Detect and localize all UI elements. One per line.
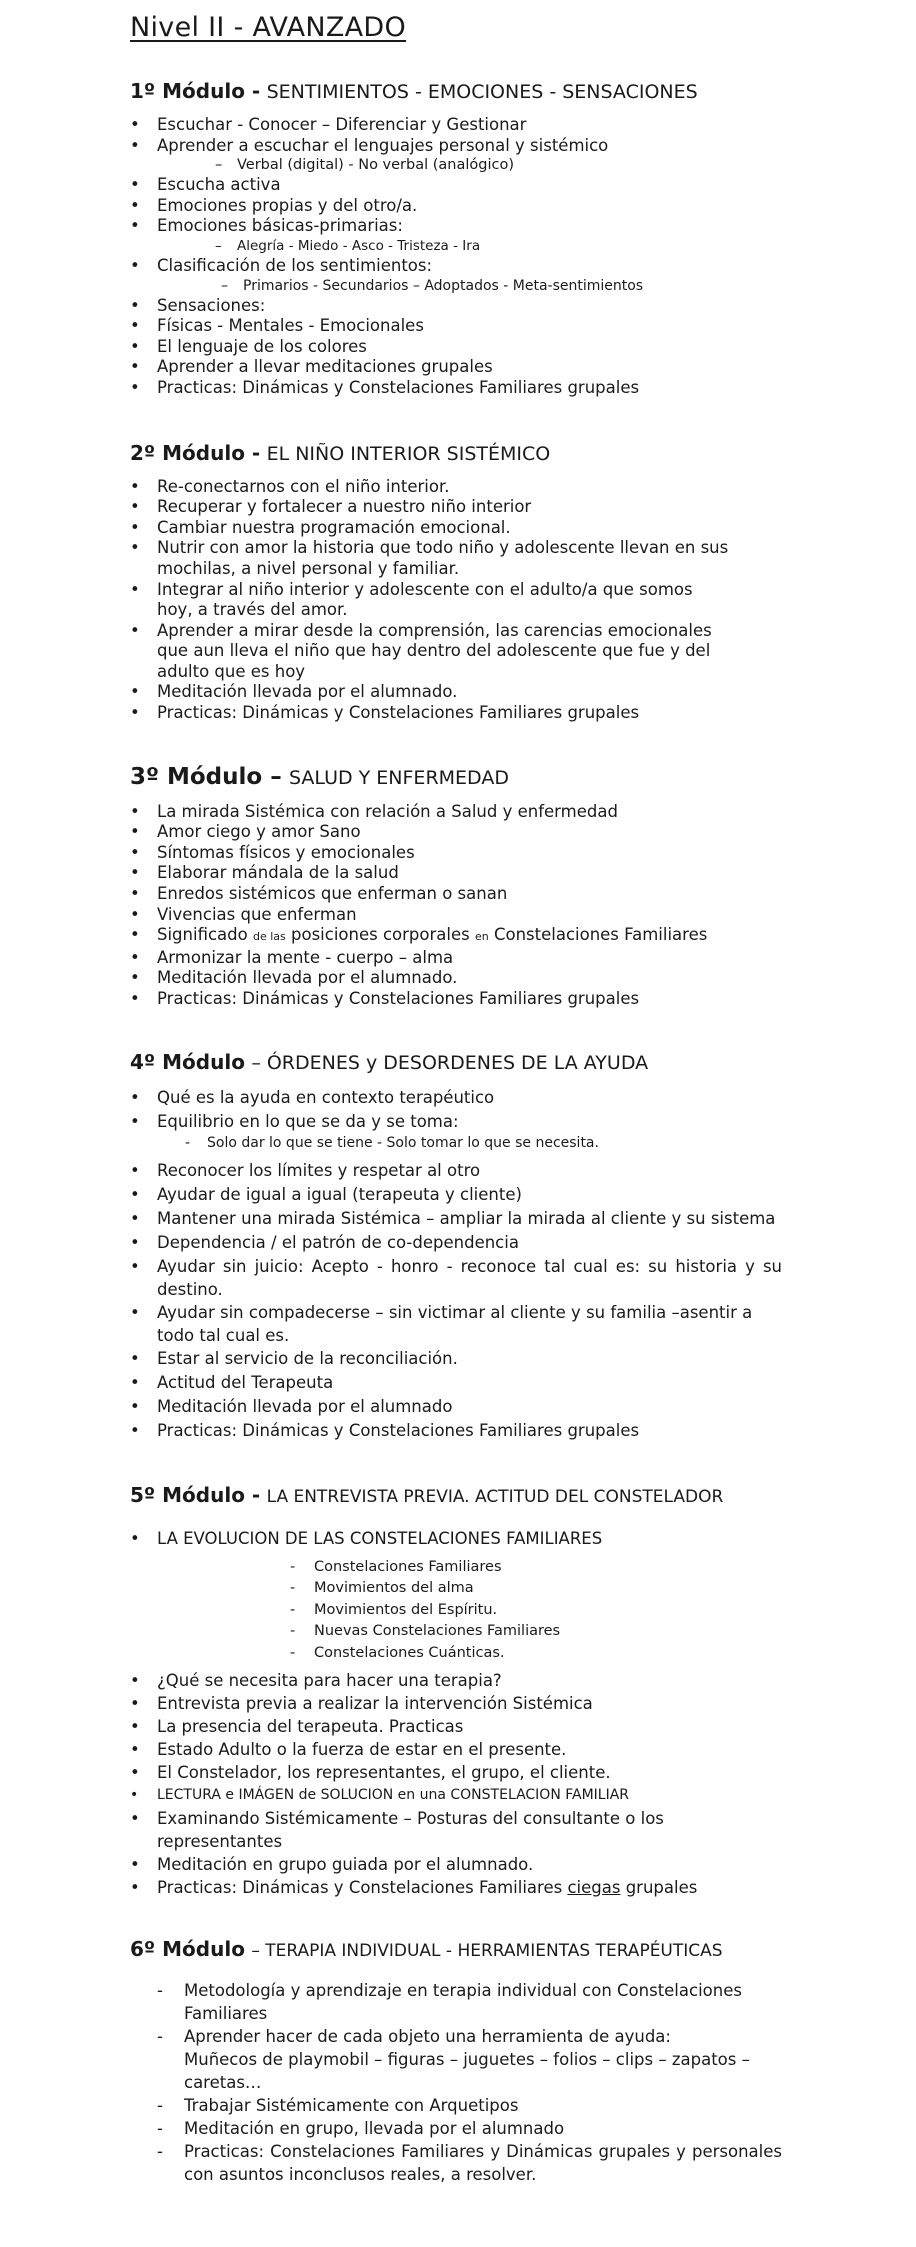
list-item: • Escuchar - Conocer – Diferenciar y Gestionar xyxy=(130,115,790,136)
list-item: • ¿Qué se necesita para hacer una terapia? xyxy=(130,1669,790,1692)
module-1-list xyxy=(130,115,790,399)
list-item: • Físicas - Mentales - Emocionales xyxy=(130,316,790,337)
module-5-list xyxy=(130,1527,790,1899)
text-segment: grupales xyxy=(625,1877,698,1897)
list-item: • El lenguaje de los colores xyxy=(130,337,790,358)
page-title: Nivel II - AVANZADO xyxy=(130,12,407,43)
sub-item: - Solo dar lo que se tiene - Solo tomar lo que se necesita. xyxy=(185,1134,599,1151)
list-item xyxy=(130,256,790,296)
list-item: • Escucha activa xyxy=(130,175,790,196)
list-item: • Nutrir con amor la historia que todo niño y adolescente llevan en sus mochilas, a nivel personal y familiar. xyxy=(130,538,730,579)
list-item xyxy=(130,1527,790,1665)
sub-item: – Verbal (digital) - No verbal (analógico) xyxy=(215,157,515,174)
list-item: • El Constelador, los representantes, el grupo, el cliente. xyxy=(130,1761,790,1784)
list-item: • Ayudar de igual a igual (terapeuta y cliente) xyxy=(130,1183,782,1207)
list-item: • Estar al servicio de la reconciliación. xyxy=(130,1347,782,1371)
list-item: • Elaborar mándala de la salud xyxy=(130,863,790,884)
list-item-text: Aprender a escuchar el lenguajes personal y sistémico xyxy=(157,135,609,155)
module-title: – ÓRDENES y DESORDENES DE LA AYUDA xyxy=(251,1051,649,1074)
document xyxy=(130,12,790,2186)
sub-item: – Alegría - Miedo - Asco - Tristeza - Ira xyxy=(215,237,481,254)
sub-item: - Constelaciones Cuánticas. xyxy=(157,1643,790,1665)
list-item: • Mantener una mirada Sistémica – ampliar la mirada al cliente y su sistema xyxy=(130,1207,782,1231)
module-4 xyxy=(130,1050,790,1443)
list-item: • Qué es la ayuda en contexto terapéutico xyxy=(130,1086,782,1110)
list-item xyxy=(130,1110,782,1153)
list-item xyxy=(130,1876,790,1899)
module-1-heading xyxy=(130,79,790,103)
module-2-list xyxy=(130,477,730,724)
list-item: • La presencia del terapeuta. Practicas xyxy=(130,1715,790,1738)
list-item-text: LA EVOLUCION DE LAS CONSTELACIONES FAMILIARES xyxy=(157,1528,603,1548)
module-6-heading xyxy=(130,1937,790,1961)
module-3-heading xyxy=(130,764,790,790)
list-item: • Actitud del Terapeuta xyxy=(130,1371,782,1395)
list-item: • Reconocer los límites y respetar al otro xyxy=(130,1159,782,1183)
module-2 xyxy=(130,441,790,724)
list-item: - Metodología y aprendizaje en terapia individual con Constelaciones Familiares xyxy=(157,1979,782,2025)
list-item: • Recuperar y fortalecer a nuestro niño interior xyxy=(130,497,730,518)
module-number: 3º Módulo – xyxy=(130,763,282,790)
text-segment: posiciones corporales xyxy=(291,925,470,945)
list-item: • Ayudar sin compadecerse – sin victimar al cliente y su familia –asentir a todo tal cual es. xyxy=(130,1301,782,1347)
sub-item: - Constelaciones Familiares xyxy=(157,1557,790,1579)
list-item: • Armonizar la mente - cuerpo – alma xyxy=(130,948,790,969)
list-item: • Meditación en grupo guiada por el alumnado. xyxy=(130,1853,790,1876)
module-2-heading xyxy=(130,441,790,465)
list-item-text: Equilibrio en lo que se da y se toma: xyxy=(157,1111,459,1131)
sub-list xyxy=(157,1557,790,1665)
list-item: • Enredos sistémicos que enferman o sanan xyxy=(130,884,790,905)
list-item xyxy=(130,216,790,256)
module-5-heading xyxy=(130,1483,790,1507)
list-item-text: Aprender hacer de cada objeto una herramienta de ayuda: xyxy=(184,2026,671,2046)
list-item: • Practicas: Dinámicas y Constelaciones Familiares grupales xyxy=(130,1419,782,1443)
list-item: • Vivencias que enferman xyxy=(130,905,790,926)
list-item-text: Clasificación de los sentimientos: xyxy=(157,255,433,275)
sub-item: - Movimientos del alma xyxy=(157,1578,790,1600)
list-item: - Meditación en grupo, llevada por el alumnado xyxy=(157,2117,782,2140)
list-item: • Dependencia / el patrón de co-dependencia xyxy=(130,1231,782,1255)
module-title: – TERAPIA INDIVIDUAL - HERRAMIENTAS TERAPÉUTICAS xyxy=(251,1940,723,1961)
list-item: - Practicas: Constelaciones Familiares y Dinámicas grupales y personales con asuntos inconclusos reales, a resolver. xyxy=(157,2140,782,2186)
module-title: EL NIÑO INTERIOR SISTÉMICO xyxy=(266,442,551,465)
module-5 xyxy=(130,1483,790,1899)
module-6-list xyxy=(130,1979,782,2186)
list-item: • Aprender a mirar desde la comprensión, las carencias emocionales que aun lleva el niño que hay dentro del adolescente que fue y del adulto que es hoy xyxy=(130,621,730,683)
module-number: 1º Módulo - xyxy=(130,79,261,103)
list-item: • Integrar al niño interior y adolescente con el adulto/a que somos hoy, a través del amor. xyxy=(130,580,730,621)
module-number: 6º Módulo xyxy=(130,1936,245,1961)
module-number: 5º Módulo - xyxy=(130,1482,261,1507)
list-item: • Cambiar nuestra programación emocional. xyxy=(130,518,730,539)
text-segment: Constelaciones Familiares xyxy=(493,925,708,945)
list-item xyxy=(130,925,790,948)
list-item xyxy=(157,2025,782,2094)
list-item: • Ayudar sin juicio: Acepto - honro - reconoce tal cual es: su historia y su destino. xyxy=(130,1255,782,1301)
module-number: 4º Módulo xyxy=(130,1049,245,1074)
text-segment: Practicas: Dinámicas y Constelaciones Familiares xyxy=(157,1877,563,1897)
list-item: • Síntomas físicos y emocionales xyxy=(130,843,790,864)
sub-item-text: Alegría - Miedo - Asco - Tristeza - Ira xyxy=(237,237,481,254)
list-item: • Meditación llevada por el alumnado. xyxy=(130,682,730,703)
module-number: 2º Módulo - xyxy=(130,440,261,465)
list-item: • Practicas: Dinámicas y Constelaciones Familiares grupales xyxy=(130,703,730,724)
sub-item: - Movimientos del Espíritu. xyxy=(157,1600,790,1622)
module-3 xyxy=(130,764,790,1010)
list-item: • Aprender a llevar meditaciones grupales xyxy=(130,357,790,378)
module-title: LA ENTREVISTA PREVIA. ACTITUD DEL CONSTELADOR xyxy=(266,1486,724,1507)
text-segment: en xyxy=(474,930,489,944)
list-item: • Practicas: Dinámicas y Constelaciones Familiares grupales xyxy=(130,989,790,1010)
list-item: - Trabajar Sistémicamente con Arquetipos xyxy=(157,2094,782,2117)
module-title: SENTIMIENTOS - EMOCIONES - SENSACIONES xyxy=(266,81,698,103)
list-item: • Sensaciones: xyxy=(130,296,790,317)
list-item: • Meditación llevada por el alumnado. xyxy=(130,968,790,989)
list-item: • La mirada Sistémica con relación a Salud y enfermedad xyxy=(130,802,790,823)
module-4-list xyxy=(130,1086,782,1443)
sub-item: – Primarios - Secundarios – Adoptados - Meta-sentimientos xyxy=(221,277,644,294)
text-segment: de las xyxy=(252,930,286,944)
module-1 xyxy=(130,79,790,399)
sub-item-text: Solo dar lo que se tiene - Solo tomar lo que se necesita. xyxy=(207,1134,599,1151)
list-item: • Entrevista previa a realizar la intervención Sistémica xyxy=(130,1692,790,1715)
list-item: • Meditación llevada por el alumnado xyxy=(130,1395,782,1419)
list-item: • Examinando Sistémicamente – Posturas del consultante o los representantes xyxy=(130,1807,790,1853)
text-segment: ciegas xyxy=(567,1877,621,1897)
module-3-list xyxy=(130,802,790,1010)
list-item-text: Emociones básicas-primarias: xyxy=(157,216,403,236)
list-item: • Practicas: Dinámicas y Constelaciones Familiares grupales xyxy=(130,378,790,399)
list-item: • Amor ciego y amor Sano xyxy=(130,822,790,843)
module-6 xyxy=(130,1937,790,2186)
list-item: • Re-conectarnos con el niño interior. xyxy=(130,477,730,498)
list-item xyxy=(130,136,790,176)
list-item-text: Muñecos de playmobil – figuras – juguetes – folios – clips – zapatos – caretas… xyxy=(184,2049,750,2092)
text-segment: Significado xyxy=(157,925,248,945)
list-item: • Emociones propias y del otro/a. xyxy=(130,196,790,217)
sub-item-text: Primarios - Secundarios – Adoptados - Meta-sentimientos xyxy=(243,277,644,294)
sub-item-text: Verbal (digital) - No verbal (analógico) xyxy=(237,157,515,174)
module-4-heading xyxy=(130,1050,790,1074)
list-item: • LECTURA e IMÁGEN de SOLUCION en una CONSTELACION FAMILIAR xyxy=(130,1784,790,1807)
list-item: • Estado Adulto o la fuerza de estar en el presente. xyxy=(130,1738,790,1761)
module-title: SALUD Y ENFERMEDAD xyxy=(289,766,509,789)
sub-item: - Nuevas Constelaciones Familiares xyxy=(157,1621,790,1643)
